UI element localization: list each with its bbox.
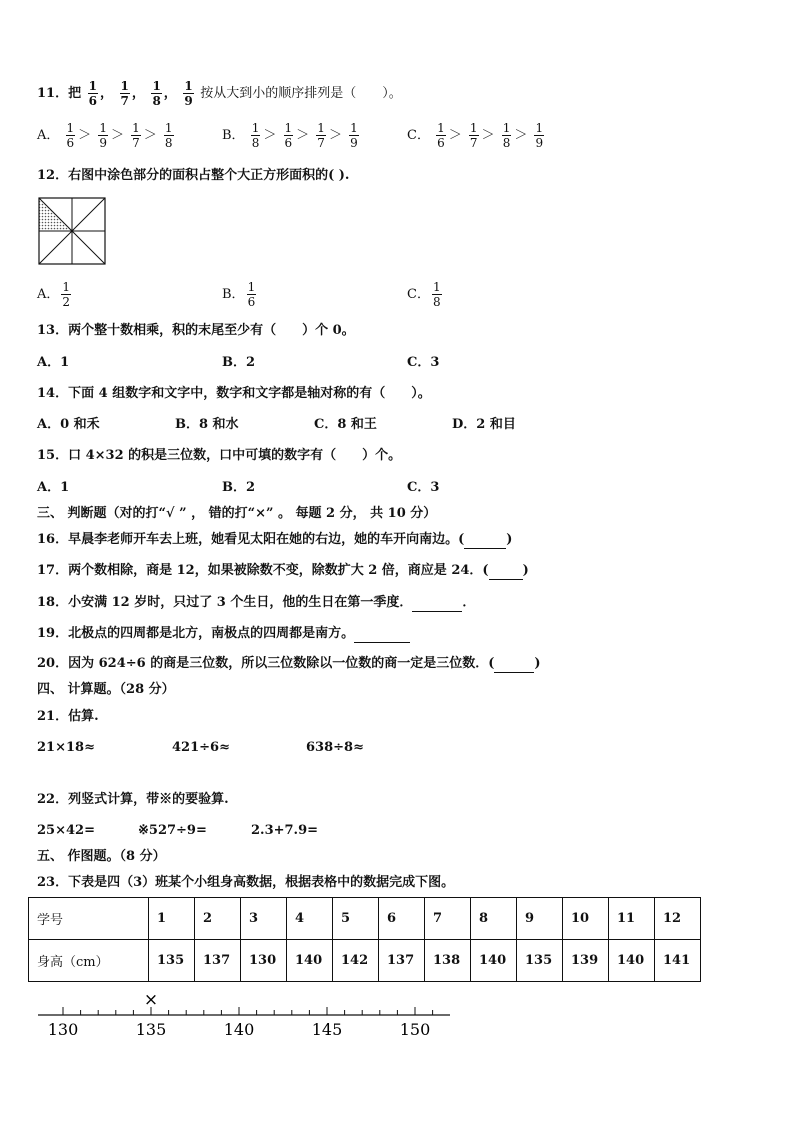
q13-option-b[interactable]: B．2 [222, 355, 256, 370]
number-line-label: 135 [135, 1020, 167, 1039]
height-cell: 140 [609, 940, 655, 982]
q11-stem: 11．把 $\frac{1}{6}$ ， $\frac{1}{7}$ ， $\frac{1}{8}$ ， $\frac{1}{9}$ 按从大到小的顺序排列是（ ）。 [37, 79, 402, 108]
q21-item: 638÷8≈ [306, 740, 364, 755]
q11-suffix: 按从大到小的顺序排列是（ ）。 [200, 86, 402, 101]
student-id-cell: 7 [425, 898, 471, 940]
student-id-cell: 2 [195, 898, 241, 940]
q11-option-c[interactable]: C． $\frac{1}{6}$ ＞ $\frac{1}{7}$ ＞ $\frac{1}{8}$ ＞ $\frac{1}{9}$ [407, 121, 544, 150]
q12-square-figure [38, 197, 106, 265]
q12-option-b[interactable]: B． $\frac{1}{6}$ [222, 280, 256, 309]
q17: 17．两个数相除，商是 12，如果被除数不变，除数扩大 2 倍，商应是 24．( ) [37, 563, 529, 578]
q18-answer-blank[interactable] [412, 595, 462, 612]
q18: 18．小安满 12 岁时，只过了 3 个生日，他的生日在第一季度． ． [37, 595, 476, 610]
q21-stem: 21．估算. [37, 709, 99, 724]
q11-prefix: 11．把 [37, 86, 82, 101]
q16-answer-blank[interactable] [464, 532, 506, 549]
student-id-cell: 3 [241, 898, 287, 940]
q12-option-c[interactable]: C． $\frac{1}{8}$ [407, 280, 441, 309]
q12-option-a[interactable]: A． $\frac{1}{2}$ [37, 280, 71, 309]
table-header-cell: 身高（cm） [29, 940, 149, 982]
q21-item: 421÷6≈ [172, 740, 230, 755]
height-cell: 137 [195, 940, 241, 982]
height-data-table [28, 897, 701, 982]
q14-option-b[interactable]: B．8 和水 [175, 417, 239, 432]
q15-option-b[interactable]: B．2 [222, 480, 256, 495]
q14-option-a[interactable]: A．0 和禾 [37, 417, 100, 432]
q20-answer-blank[interactable] [494, 656, 534, 673]
q14-option-d[interactable]: D．2 和目 [452, 417, 516, 432]
height-cell: 138 [425, 940, 471, 982]
student-id-cell: 8 [471, 898, 517, 940]
q22-stem: 22．列竖式计算，带※的要验算. [37, 792, 229, 807]
q11-fraction: $\frac{1}{6}$ [88, 79, 97, 108]
student-id-cell: 5 [333, 898, 379, 940]
table-header-cell: 学号 [29, 898, 149, 940]
section-5-heading: 五、 作图题。（8 分） [37, 849, 166, 864]
height-cell: 139 [563, 940, 609, 982]
height-cell: 142 [333, 940, 379, 982]
number-line-label: 140 [223, 1020, 255, 1039]
q11-fraction: $\frac{1}{9}$ [184, 79, 193, 108]
q13-option-a[interactable]: A．1 [37, 355, 70, 370]
q22-item: ※527÷9= [138, 823, 207, 838]
q11-fraction: $\frac{1}{7}$ [120, 79, 129, 108]
table-row [29, 940, 701, 982]
height-cell: 130 [241, 940, 287, 982]
student-id-cell: 10 [563, 898, 609, 940]
q22-item: 2.3+7.9= [251, 823, 319, 838]
number-line-labels [48, 1020, 431, 1039]
student-id-cell: 9 [517, 898, 563, 940]
q13-stem: 13．两个整十数相乘，积的末尾至少有（ ）个 0。 [37, 323, 355, 338]
q11-fraction: $\frac{1}{8}$ [152, 79, 161, 108]
q17-answer-blank[interactable] [489, 563, 523, 580]
student-id-cell: 6 [379, 898, 425, 940]
q14-stem: 14．下面 4 组数字和文字中，数字和文字都是轴对称的有（ ）。 [37, 386, 431, 401]
table-row [29, 898, 701, 940]
height-cell: 135 [517, 940, 563, 982]
q11-option-a[interactable]: A． $\frac{1}{6}$ ＞ $\frac{1}{9}$ ＞ $\frac{1}{7}$ ＞ $\frac{1}{8}$ [37, 121, 173, 150]
student-id-cell: 4 [287, 898, 333, 940]
q20: 20．因为 624÷6 的商是三位数，所以三位数除以一位数的商一定是三位数．( ) [37, 656, 541, 671]
student-id-cell: 12 [655, 898, 701, 940]
q16: 16．早晨李老师开车去上班，她看见太阳在她的右边，她的车开向南边。( ) [37, 532, 513, 547]
number-line-label: 145 [311, 1020, 343, 1039]
q15-option-c[interactable]: C．3 [407, 480, 440, 495]
data-mark-x: × [143, 990, 159, 1010]
q23-stem: 23．下表是四（3）班某个小组身高数据，根据表格中的数据完成下图。 [37, 875, 455, 890]
q19: 19．北极点的四周都是北方，南极点的四周都是南方。 [37, 626, 410, 643]
height-cell: 135 [149, 940, 195, 982]
q13-option-c[interactable]: C．3 [407, 355, 440, 370]
q22-item: 25×42= [37, 823, 95, 838]
height-cell: 141 [655, 940, 701, 982]
q19-answer-blank[interactable] [354, 626, 410, 643]
number-line-label: 130 [47, 1020, 79, 1039]
section-3-heading: 三、 判断题（对的打“√ ” ， 错的打“×” 。 每题 2 分， 共 10 分） [37, 506, 437, 521]
height-number-line[interactable] [30, 985, 460, 1045]
q11-option-b[interactable]: B． $\frac{1}{8}$ ＞ $\frac{1}{6}$ ＞ $\frac{1}{7}$ ＞ $\frac{1}{9}$ [222, 121, 358, 150]
number-line-label: 150 [399, 1020, 431, 1039]
height-cell: 140 [287, 940, 333, 982]
number-line-ticks [63, 1007, 433, 1015]
height-cell: 140 [471, 940, 517, 982]
q15-option-a[interactable]: A．1 [37, 480, 70, 495]
q15-stem: 15．口 4×32 的积是三位数，口中可填的数字有（ ）个。 [37, 448, 402, 463]
q21-item: 21×18≈ [37, 740, 95, 755]
student-id-cell: 1 [149, 898, 195, 940]
student-id-cell: 11 [609, 898, 655, 940]
height-cell: 137 [379, 940, 425, 982]
section-4-heading: 四、 计算题。（28 分） [37, 682, 175, 697]
q14-option-c[interactable]: C．8 和王 [314, 417, 377, 432]
q12-stem: 12．右图中涂色部分的面积占整个大正方形面积的( ). [37, 168, 350, 183]
